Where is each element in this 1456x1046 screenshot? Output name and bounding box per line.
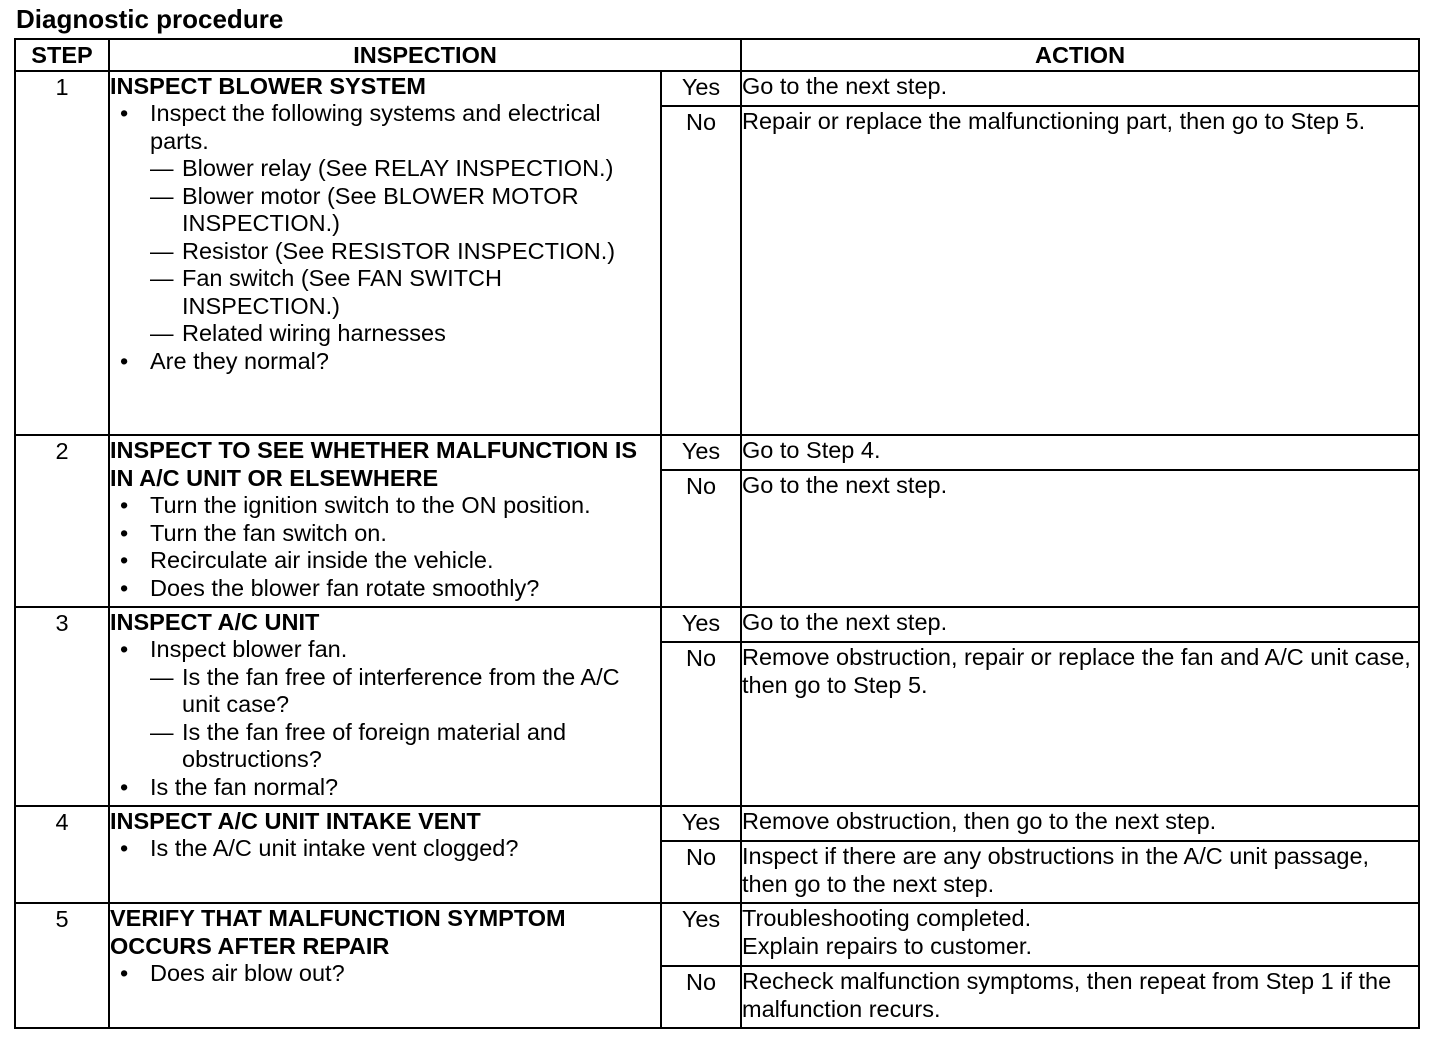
diagnostic-table: [14, 38, 1420, 1029]
inspection-subitem: — Fan switch (See FAN SWITCH INSPECTION.): [150, 265, 660, 320]
inspection-bullet: • Is the fan normal?: [110, 774, 660, 802]
table-row: [15, 607, 1419, 642]
yes-action: Go to the next step.: [741, 71, 1419, 106]
inspection-subitem: — Is the fan free of interference from the A/C unit case?: [150, 664, 660, 719]
inspection-cell: [109, 435, 661, 607]
inspection-subitem: — Related wiring harnesses: [150, 320, 660, 348]
inspection-cell: [109, 806, 661, 903]
inspection-bullet: • Turn the ignition switch to the ON position.: [110, 492, 660, 520]
inspection-heading: INSPECT TO SEE WHETHER MALFUNCTION IS IN A/C UNIT OR ELSEWHERE: [110, 437, 638, 491]
inspection-heading: VERIFY THAT MALFUNCTION SYMPTOM OCCURS AFTER REPAIR: [110, 905, 566, 959]
table-row: [15, 903, 1419, 966]
header-step: STEP: [15, 39, 109, 71]
inspection-subitem: — Resistor (See RESISTOR INSPECTION.): [150, 238, 660, 266]
no-action: Go to the next step.: [741, 470, 1419, 607]
step-number: 1: [15, 71, 109, 435]
inspection-heading: INSPECT A/C UNIT: [110, 609, 320, 635]
inspection-bullet: • Are they normal?: [110, 348, 660, 376]
no-action: Inspect if there are any obstructions in the A/C unit passage, then go to the next step.: [741, 841, 1419, 903]
inspection-bullet: • Recirculate air inside the vehicle.: [110, 547, 660, 575]
inspection-heading: INSPECT A/C UNIT INTAKE VENT: [110, 808, 481, 834]
yes-action: Go to Step 4.: [741, 435, 1419, 470]
header-action: ACTION: [741, 39, 1419, 71]
no-label: No: [661, 106, 741, 435]
no-action: Repair or replace the malfunctioning part, then go to Step 5.: [741, 106, 1419, 435]
no-label: No: [661, 642, 741, 806]
yes-action-line: Troubleshooting completed.: [742, 905, 1032, 931]
step-number: 2: [15, 435, 109, 607]
no-action: Recheck malfunction symptoms, then repeat from Step 1 if the malfunction recurs.: [741, 966, 1419, 1028]
inspection-subitem: — Blower relay (See RELAY INSPECTION.): [150, 155, 660, 183]
no-label: No: [661, 841, 741, 903]
no-label: No: [661, 966, 741, 1028]
inspection-bullet: • Does the blower fan rotate smoothly?: [110, 575, 660, 603]
table-header-row: [15, 39, 1419, 71]
page-title: Diagnostic procedure: [16, 4, 284, 34]
yes-action-line: Explain repairs to customer.: [742, 933, 1032, 959]
step-number: 5: [15, 903, 109, 1028]
inspection-bullet: • Inspect the following systems and electrical parts. — Blower relay (See RELAY INSPECTION.) — Blower motor (See BLOWER MOTOR INSPECTION.) — Resistor (See RESISTOR INSPECTION.) — Fan switch (See FAN SWITCH INSPECTION.) — Related wiring harnesses: [110, 100, 660, 348]
inspection-bullet: • Does air blow out?: [110, 960, 660, 988]
table-row: [15, 71, 1419, 106]
yes-label: Yes: [661, 607, 741, 642]
yes-label: Yes: [661, 71, 741, 106]
yes-label: Yes: [661, 903, 741, 966]
table-row: [15, 435, 1419, 470]
yes-action: Go to the next step.: [741, 607, 1419, 642]
yes-action: [741, 903, 1419, 966]
inspection-cell: [109, 903, 661, 1028]
table-row: [15, 806, 1419, 841]
no-label: No: [661, 470, 741, 607]
inspection-cell: [109, 607, 661, 806]
inspection-subitem: — Is the fan free of foreign material and obstructions?: [150, 719, 660, 774]
yes-action: Remove obstruction, then go to the next step.: [741, 806, 1419, 841]
step-number: 4: [15, 806, 109, 903]
yes-label: Yes: [661, 435, 741, 470]
inspection-heading: INSPECT BLOWER SYSTEM: [110, 73, 426, 99]
yes-label: Yes: [661, 806, 741, 841]
no-action: Remove obstruction, repair or replace the fan and A/C unit case, then go to Step 5.: [741, 642, 1419, 806]
inspection-bullet: • Turn the fan switch on.: [110, 520, 660, 548]
step-number: 3: [15, 607, 109, 806]
inspection-subitem: — Blower motor (See BLOWER MOTOR INSPECTION.): [150, 183, 660, 238]
inspection-cell: [109, 71, 661, 435]
inspection-bullet: • Is the A/C unit intake vent clogged?: [110, 835, 660, 863]
inspection-bullet: • Inspect blower fan. — Is the fan free of interference from the A/C unit case? — Is the fan free of foreign material and obstructions?: [110, 636, 660, 774]
header-inspection: INSPECTION: [109, 39, 741, 71]
